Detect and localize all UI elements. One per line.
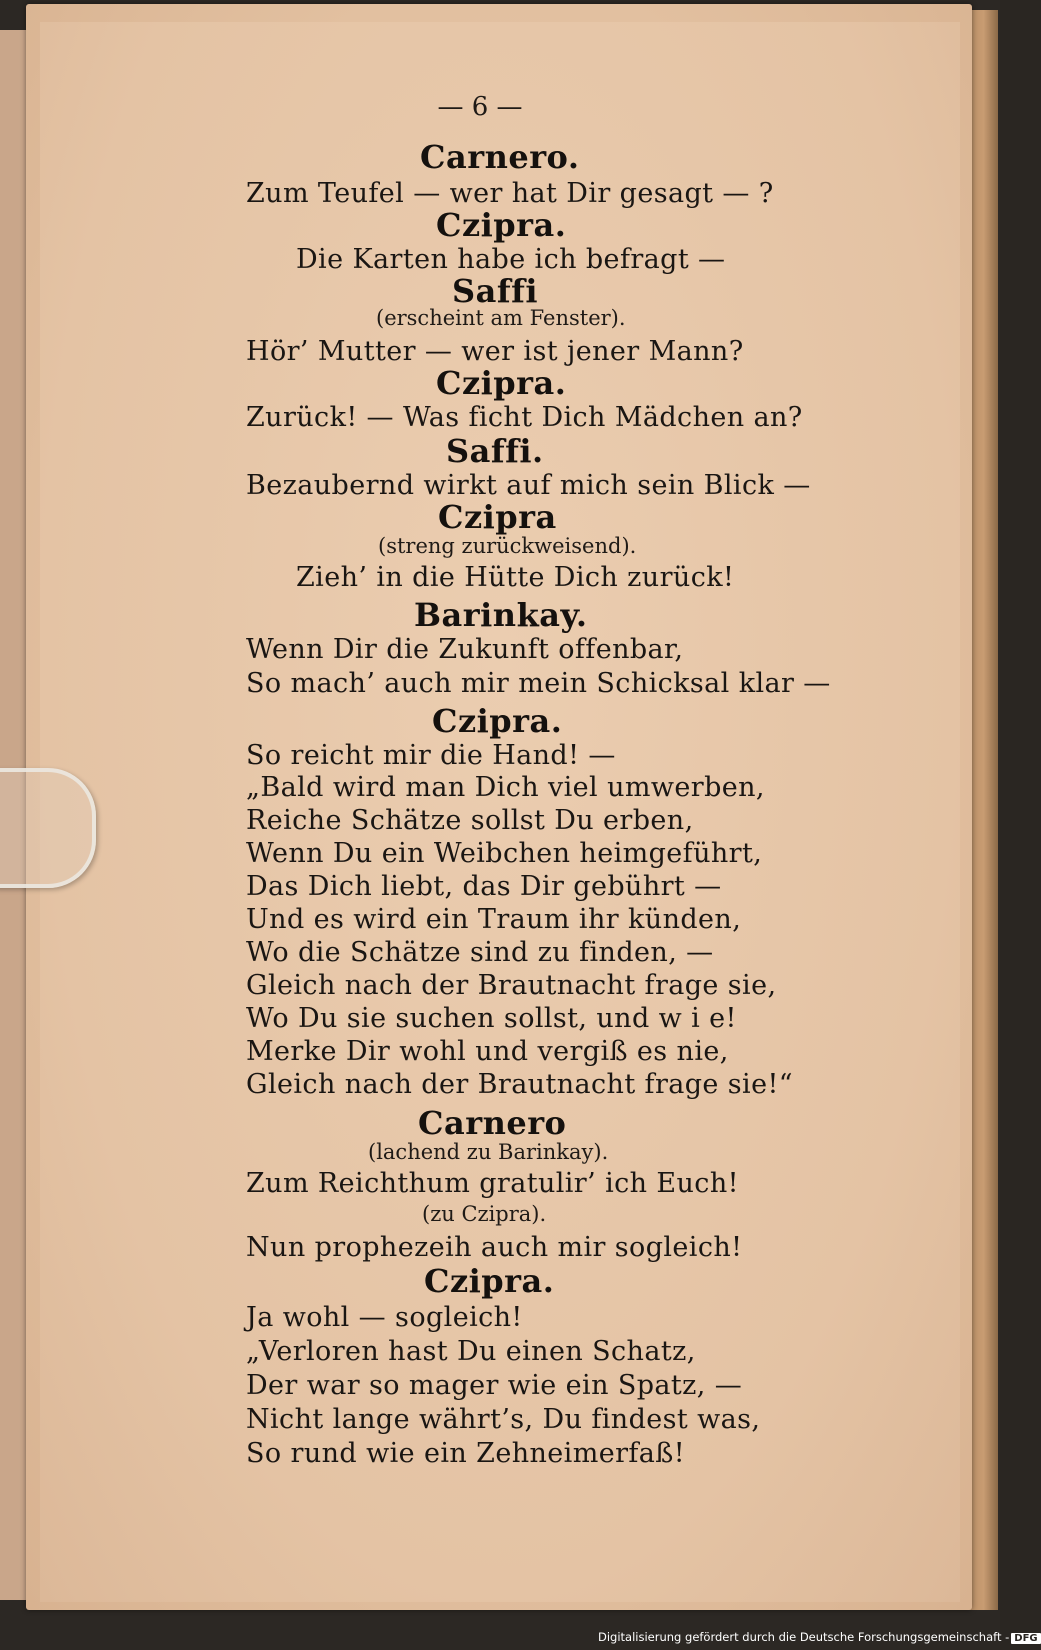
paper-clip xyxy=(0,768,96,888)
speaker-name: Barinkay. xyxy=(414,596,588,634)
verse-line: Gleich nach der Brautnacht frage sie, xyxy=(246,970,777,1001)
verse-line: Reiche Schätze sollst Du erben, xyxy=(246,805,694,836)
stage-direction: (lachend zu Barinkay). xyxy=(368,1140,609,1164)
speaker-name: Czipra. xyxy=(436,206,567,244)
verse-line: So rund wie ein Zehneimerfaß! xyxy=(246,1438,685,1469)
speaker-name: Czipra. xyxy=(436,364,567,402)
footer-text: Digitalisierung gefördert durch die Deutsche Forschungsgemeinschaft - xyxy=(598,1630,1010,1644)
verse-line: „Bald wird man Dich viel umwerben, xyxy=(246,772,765,803)
verse-line: Nicht lange währt’s, Du findest was, xyxy=(246,1404,761,1435)
verse-line: Zurück! — Was ficht Dich Mädchen an? xyxy=(246,402,803,433)
speaker-name: Czipra. xyxy=(432,702,563,740)
stage-direction: (erscheint am Fenster). xyxy=(376,306,626,330)
digitization-footer xyxy=(598,1630,1041,1644)
stage-direction: (streng zurückweisend). xyxy=(378,534,637,558)
verse-line: Hör’ Mutter — wer ist jener Mann? xyxy=(246,336,744,367)
speaker-name: Carnero xyxy=(418,1104,567,1142)
verse-line: Wenn Du ein Weibchen heimgeführt, xyxy=(246,838,763,869)
verse-line: Ja wohl — sogleich! xyxy=(246,1302,523,1333)
verse-line: Zieh’ in die Hütte Dich zurück! xyxy=(296,562,735,593)
verse-line: Merke Dir wohl und vergiß es nie, xyxy=(246,1036,729,1067)
speaker-name: Carnero. xyxy=(420,138,580,176)
verse-line: Nun prophezeih auch mir sogleich! xyxy=(246,1232,743,1263)
verse-line: „Verloren hast Du einen Schatz, xyxy=(246,1336,696,1367)
verse-line: So mach’ auch mir mein Schicksal klar — xyxy=(246,668,831,699)
speaker-name: Saffi xyxy=(452,272,539,310)
verse-line: So reicht mir die Hand! — xyxy=(246,740,616,771)
verse-line: Bezaubernd wirkt auf mich sein Blick — xyxy=(246,470,811,501)
page-number: — 6 — xyxy=(437,92,523,122)
verse-line: Das Dich liebt, das Dir gebührt — xyxy=(246,871,722,902)
stage-direction: (zu Czipra). xyxy=(422,1202,547,1226)
verse-line: Der war so mager wie ein Spatz, — xyxy=(246,1370,743,1401)
speaker-name: Saffi. xyxy=(446,432,544,470)
dfg-logo: DFG xyxy=(1011,1633,1040,1644)
verse-line: Zum Teufel — wer hat Dir gesagt — ? xyxy=(246,178,774,209)
verse-line: Wo Du sie suchen sollst, und w i e! xyxy=(246,1003,737,1034)
verse-line: Und es wird ein Traum ihr künden, xyxy=(246,904,742,935)
verse-line: Wenn Dir die Zukunft offenbar, xyxy=(246,634,684,665)
speaker-name: Czipra. xyxy=(424,1262,555,1300)
verse-line: Die Karten habe ich befragt — xyxy=(296,244,726,275)
verse-line: Gleich nach der Brautnacht frage sie!“ xyxy=(246,1069,793,1100)
verse-line: Zum Reichthum gratulir’ ich Euch! xyxy=(246,1168,739,1199)
speaker-name: Czipra xyxy=(438,498,557,536)
verse-line: Wo die Schätze sind zu finden, — xyxy=(246,937,714,968)
